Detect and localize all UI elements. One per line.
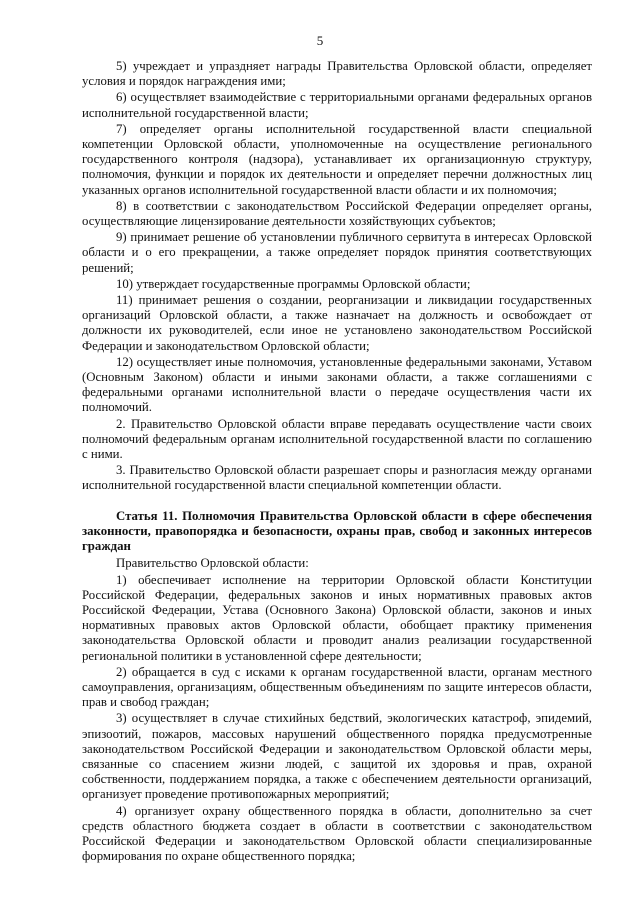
page-number: 5 [316, 33, 324, 48]
paragraph-art11-item-1: 1) обеспечивает исполнение на территории Орловской области Конституции Российской Федерации, федеральных законов и иных нормативных правовых актов Российской Федерации, Устава (Основного Закона) Орловской области, законов и иных нормативных правовых актов Орловской области, обобщает практику применения законодательства Орловской области и проводит анализ реализации государственной региональной политики в установленной сфере деятельности; [82, 572, 592, 663]
paragraph-item-9: 9) принимает решение об установлении публичного сервитута в интересах Орловской области и о его прекращении, а также определяет порядок принятия соответствующих решений; [82, 230, 592, 275]
paragraph-item-7: 7) определяет органы исполнительной государственной власти специальной компетенции Орловской области, уполномоченные на осуществление регионального государственного контроля (надзора), устанавливает их организационную структуру, полномочия, функции и порядок их деятельности и определяет перечни должностных лиц указанных органов исполнительной государственной власти области и их полномочия; [82, 121, 592, 197]
paragraph-item-11: 11) принимает решения о создании, реорганизации и ликвидации государственных организаций Орловской области, а также назначает на должность и освобождает от должности их руководителей, если иное не установлено законодательством Российской Федерации и законодательством Орловской области; [82, 293, 592, 353]
paragraph-art11-item-2: 2) обращается в суд с исками к органам государственной власти, органам местного самоуправления, организациям, общественным объединениям по защите интересов области, прав и свобод граждан; [82, 664, 592, 710]
paragraph-art11-item-3: 3) осуществляет в случае стихийных бедствий, экологических катастроф, эпидемий, эпизоотий, пожаров, массовых нарушений общественного порядка предусмотренные законодательством Российской Федерации и законодательством Орловской области меры, связанные со спасением жизни людей, с защитой их здоровья и прав, охраной собственности, поддержанием порядка, а также с обеспечением деятельности организаций, организует проведение противопожарных мероприятий; [82, 711, 592, 802]
article-title: Статья 11. Полномочия Правительства Орловской области в сфере обеспечения законности, правопорядка и безопасности, охраны прав, свобод и законных интересов граждан [82, 508, 592, 554]
paragraph-intro: Правительство Орловской области: [116, 556, 309, 571]
paragraph-section-2: 2. Правительство Орловской области вправе передавать осуществление части своих полномочий федеральным органам исполнительной государственной власти по соглашению с ними. [82, 416, 592, 462]
paragraph-art11-item-4: 4) организует охрану общественного порядка в области, дополнительно за счет средств областного бюджета создает в области в соответствии с законодательством Российской Федерации и законодательством Орловской области специализированные формирования по охране общественного порядка; [82, 803, 592, 864]
paragraph-item-12: 12) осуществляет иные полномочия, установленные федеральными законами, Уставом (Основным Законом) области и иными законами области, а также соглашениями с федеральными органами исполнительной власти о передаче осуществления части их полномочий. [82, 354, 592, 415]
paragraph-item-6: 6) осуществляет взаимодействие с территориальными органами федеральных органов исполнительной государственной власти; [82, 90, 592, 120]
paragraph-item-10: 10) утверждает государственные программы Орловской области; [116, 276, 471, 291]
paragraph-item-5: 5) учреждает и упраздняет награды Правительства Орловской области, определяет условия и порядок награждения ими; [82, 59, 592, 89]
paragraph-item-8: 8) в соответствии с законодательством Российской Федерации определяет органы, осуществляющие лицензирование деятельности хозяйствующих субъектов; [82, 198, 592, 229]
document-body [82, 59, 592, 865]
paragraph-section-3: 3. Правительство Орловской области разрешает споры и разногласия между органами исполнительной государственной власти специальной компетенции области. [82, 463, 592, 493]
